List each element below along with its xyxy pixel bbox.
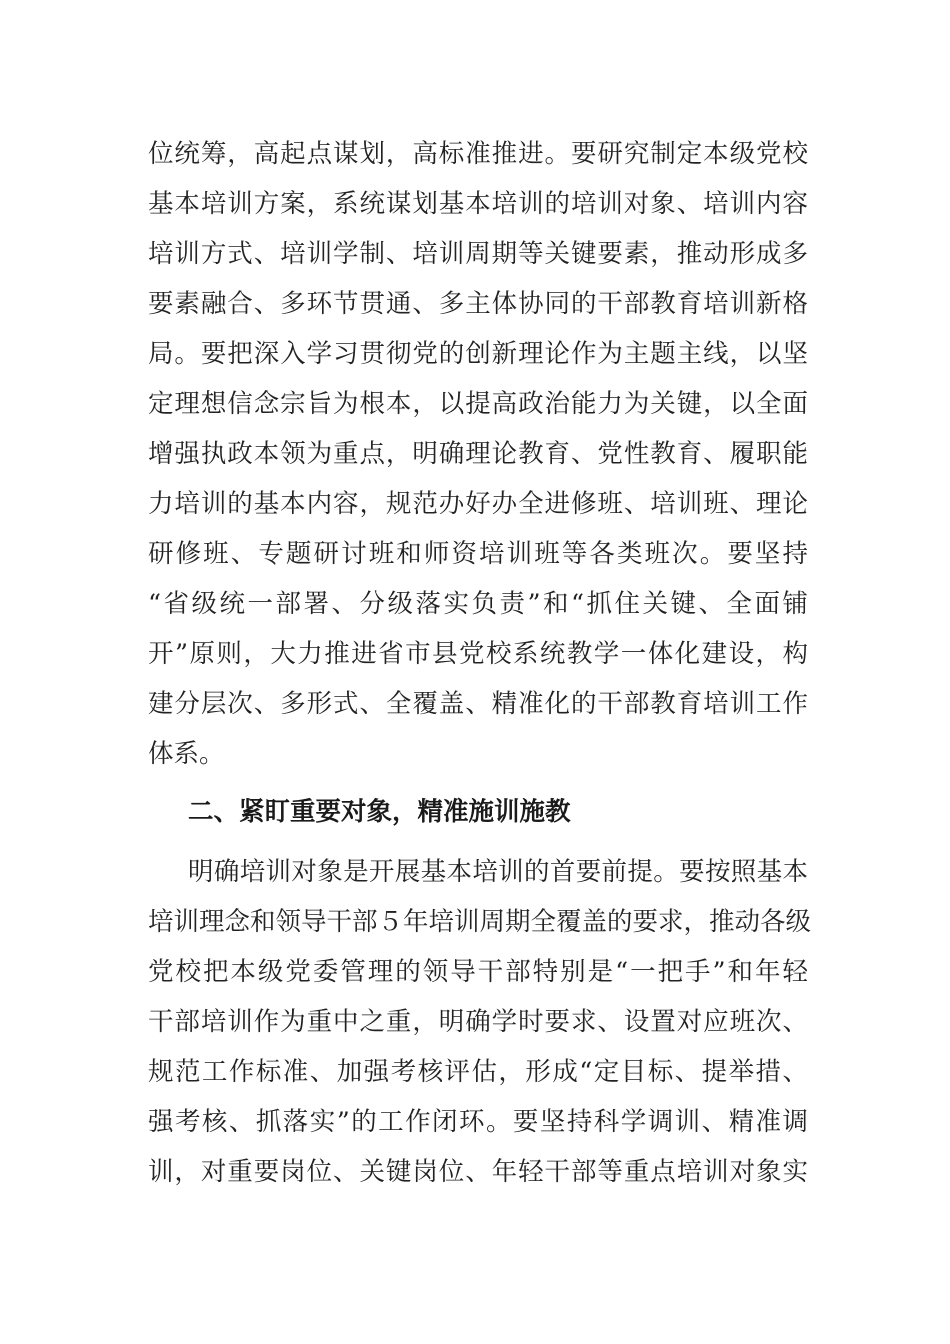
paragraph-1-line: 定理想信念宗旨为根本，以提高政治能力为关键，以全面 — [148, 389, 808, 419]
paragraph-1-line: 体系。 — [148, 739, 225, 769]
paragraph-1-line: 开”原则，大力推进省市县党校系统教学一体化建设，构 — [148, 639, 808, 669]
paragraph-1-line: 培训方式、培训学制、培训周期等关键要素，推动形成多 — [148, 239, 808, 269]
paragraph-1-line: 研修班、专题研讨班和师资培训班等各类班次。要坚持 — [148, 539, 808, 569]
paragraph-1-line: 基本培训方案，系统谋划基本培训的培训对象、培训内容 — [148, 189, 808, 219]
section-heading: 二、紧盯重要对象，精准施训施教 — [188, 797, 571, 827]
paragraph-1-line: 力培训的基本内容，规范办好办全进修班、培训班、理论 — [148, 489, 808, 519]
paragraph-2-line: 强考核、抓落实”的工作闭环。要坚持科学调训、精准调 — [148, 1107, 808, 1137]
paragraph-2-line: 训，对重要岗位、关键岗位、年轻干部等重点培训对象实 — [148, 1157, 808, 1187]
paragraph-2-line: 干部培训作为重中之重，明确学时要求、设置对应班次、 — [148, 1007, 808, 1037]
paragraph-1-line: 增强执政本领为重点，明确理论教育、党性教育、履职能 — [148, 439, 808, 469]
paragraph-2-line: 明确培训对象是开展基本培训的首要前提。要按照基本 — [188, 857, 808, 887]
paragraph-2-line: 培训理念和领导干部５年培训周期全覆盖的要求，推动各级 — [148, 907, 812, 937]
paragraph-1-line: “省级统一部署、分级落实负责”和“抓住关键、全面铺 — [148, 589, 808, 619]
paragraph-1-line: 建分层次、多形式、全覆盖、精准化的干部教育培训工作 — [148, 689, 808, 719]
paragraph-1-line: 局。要把深入学习贯彻党的创新理论作为主题主线，以坚 — [148, 339, 808, 369]
paragraph-1-line: 要素融合、多环节贯通、多主体协同的干部教育培训新格 — [148, 289, 808, 319]
paragraph-1-line: 位统筹，高起点谋划，高标准推进。要研究制定本级党校 — [148, 139, 808, 169]
paragraph-2-line: 规范工作标准、加强考核评估，形成“定目标、提举措、 — [148, 1057, 808, 1087]
paragraph-2-line: 党校把本级党委管理的领导干部特别是“一把手”和年轻 — [148, 957, 808, 987]
